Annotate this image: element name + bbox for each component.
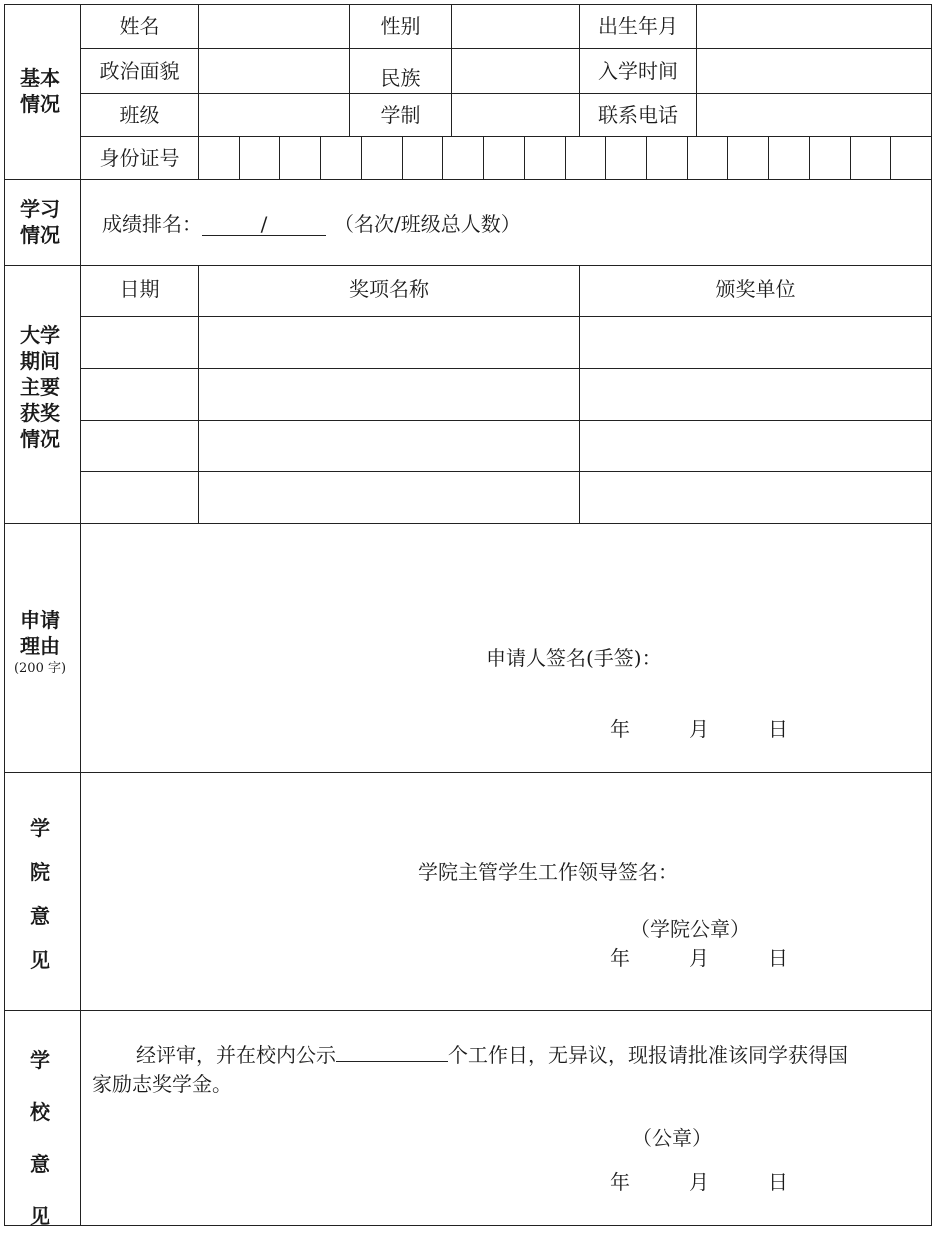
college-seal: （学院公章） [630, 917, 750, 941]
id-digit-cell[interactable] [891, 137, 931, 179]
enroll-field[interactable] [697, 59, 931, 83]
school-date-year: 年 [610, 1170, 630, 1194]
college-date-day: 日 [768, 946, 788, 970]
id-cell-divider [361, 136, 362, 179]
id-digit-cell[interactable] [443, 137, 483, 179]
ethnicity-field[interactable] [452, 59, 579, 83]
id-number-label: 身份证号 [99, 146, 180, 170]
id-cell-divider [890, 136, 891, 179]
section-label-basic: 基本 情况 [20, 66, 60, 116]
row-divider [80, 48, 932, 49]
reason-date-day: 日 [768, 717, 788, 741]
school-text-line1: 经评审，并在校内公示 个工作日，无异议，现报请批准该同学获得国 [136, 1043, 848, 1067]
enroll-label: 入学时间 [598, 59, 678, 83]
id-cell-divider [727, 136, 728, 179]
id-cell-divider [809, 136, 810, 179]
politics-label: 政治面貌 [99, 59, 180, 83]
name-field[interactable] [199, 14, 349, 38]
id-cell-divider [605, 136, 606, 179]
id-digit-cell[interactable] [484, 137, 524, 179]
row-divider [80, 316, 932, 317]
college-date-month: 月 [689, 946, 709, 970]
id-cell-divider [320, 136, 321, 179]
id-cell-divider [483, 136, 484, 179]
school-text-line2: 家励志奖学金。 [92, 1072, 232, 1096]
ethnicity-label: 民族 [380, 66, 421, 90]
id-digit-cell[interactable] [525, 137, 565, 179]
reason-date-month: 月 [689, 717, 709, 741]
college-date-year: 年 [610, 946, 630, 970]
id-digit-cell[interactable] [647, 137, 687, 179]
table-border-bottom [4, 1225, 932, 1226]
gender-field[interactable] [452, 14, 579, 38]
id-digit-cell[interactable] [403, 137, 443, 179]
section-label-study: 学习 情况 [20, 197, 60, 247]
reason-date-year: 年 [610, 717, 630, 741]
id-digit-cell[interactable] [728, 137, 768, 179]
table-border-right [931, 4, 932, 1226]
length-field[interactable] [452, 103, 579, 127]
publicity-days-blank[interactable] [336, 1041, 448, 1062]
row-divider [80, 471, 932, 472]
id-cell-divider [442, 136, 443, 179]
id-cell-divider [402, 136, 403, 179]
section-divider [4, 523, 932, 524]
id-cell-divider [850, 136, 851, 179]
id-cell-divider [524, 136, 525, 179]
id-digit-cell[interactable] [606, 137, 646, 179]
award-header-name: 奖项名称 [349, 277, 429, 301]
school-seal: （公章） [632, 1126, 712, 1150]
id-digit-cell[interactable] [199, 137, 239, 179]
birth-field[interactable] [697, 14, 931, 38]
phone-label: 联系电话 [598, 103, 678, 127]
gender-label: 性别 [380, 14, 421, 38]
school-date-month: 月 [689, 1170, 709, 1194]
id-digit-cell[interactable] [566, 137, 606, 179]
id-cell-divider [646, 136, 647, 179]
phone-field[interactable] [697, 103, 931, 127]
politics-field[interactable] [199, 59, 349, 83]
section-label-college: 学 院 意 见 [30, 816, 50, 972]
row-divider [80, 368, 932, 369]
section-label-awards: 大学 期间 主要 获奖 情况 [20, 323, 60, 451]
row-divider [80, 93, 932, 94]
col-divider [579, 265, 580, 523]
section-divider [4, 772, 932, 773]
rank-label: 成绩排名： [102, 212, 202, 236]
section-divider [4, 265, 932, 266]
section-divider [4, 1010, 932, 1011]
id-cell-divider [239, 136, 240, 179]
id-digit-cell[interactable] [362, 137, 402, 179]
length-label: 学制 [380, 103, 421, 127]
name-label: 姓名 [119, 14, 160, 38]
section-column-divider [80, 4, 81, 1226]
class-field[interactable] [199, 103, 349, 127]
award-header-issuer: 颁奖单位 [715, 277, 796, 301]
id-digit-cell[interactable] [810, 137, 850, 179]
id-digit-cell[interactable] [688, 137, 728, 179]
rank-note: （名次/班级总人数） [334, 212, 521, 236]
rank-slash: / [260, 212, 268, 236]
rank-blank[interactable] [202, 212, 326, 236]
col-divider [198, 265, 199, 523]
id-digit-cell[interactable] [851, 137, 891, 179]
row-divider [80, 420, 932, 421]
birth-label: 出生年月 [598, 14, 678, 38]
id-cell-divider [687, 136, 688, 179]
id-digit-cell[interactable] [769, 137, 809, 179]
id-cell-divider [279, 136, 280, 179]
class-label: 班级 [119, 103, 160, 127]
id-digit-cell[interactable] [240, 137, 280, 179]
section-label-reason: 申请 理由 (200 字) [0, 607, 80, 679]
id-digit-cell[interactable] [280, 137, 320, 179]
id-cell-divider [768, 136, 769, 179]
id-cell-divider [565, 136, 566, 179]
section-divider [4, 179, 932, 180]
award-header-date: 日期 [119, 277, 160, 301]
section-label-school: 学 校 意 见 [30, 1048, 50, 1228]
college-signature-label: 学院主管学生工作领导签名： [418, 860, 678, 884]
rank-line [102, 212, 521, 236]
table-border-top [4, 4, 932, 5]
reason-signature-label: 申请人签名(手签)： [486, 646, 662, 670]
school-date-day: 日 [768, 1170, 788, 1194]
id-digit-cell[interactable] [321, 137, 361, 179]
reason-limit: (200 字) [13, 661, 67, 676]
